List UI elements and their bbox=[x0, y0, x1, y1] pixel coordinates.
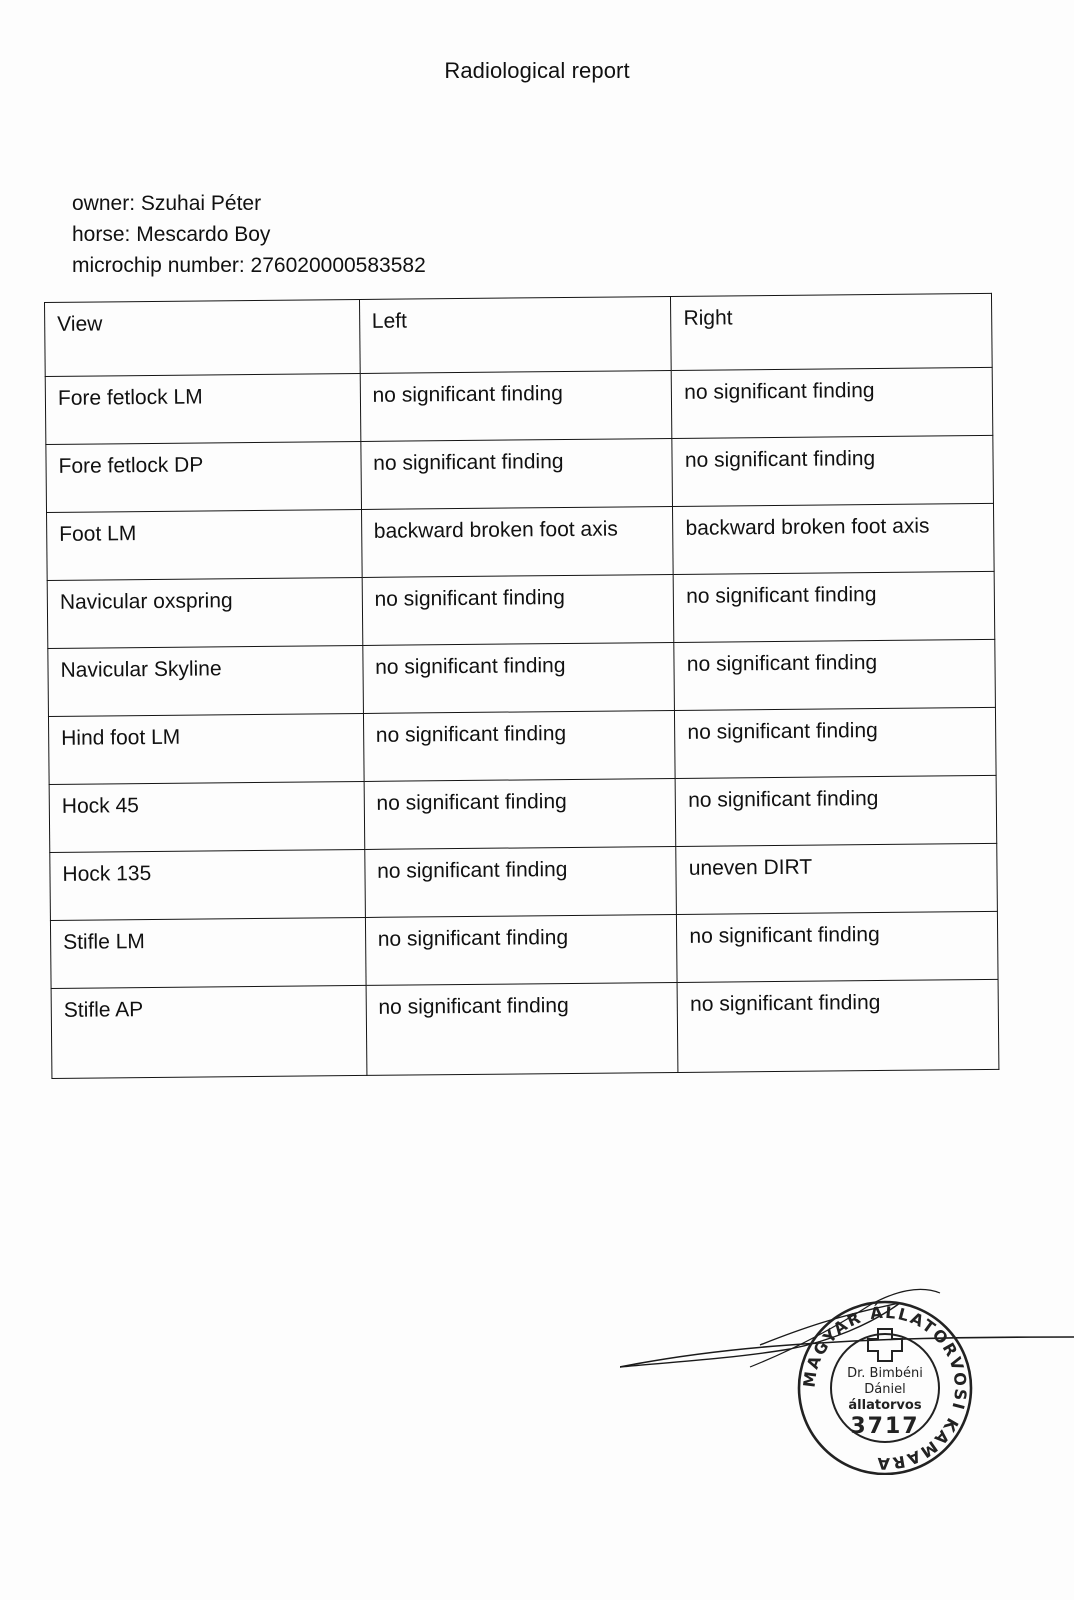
table-row bbox=[46, 435, 994, 512]
document-title: Radiological report bbox=[444, 58, 630, 83]
cell-right: no significant finding bbox=[672, 367, 993, 438]
microchip-line: microchip number: 276020000583582 bbox=[72, 254, 426, 277]
header-right: Right bbox=[671, 293, 992, 370]
cell-right: uneven DIRT bbox=[676, 843, 997, 914]
cell-right: no significant finding bbox=[674, 639, 995, 710]
horse-line: horse: Mescardo Boy bbox=[72, 223, 271, 246]
header-left: Left bbox=[359, 296, 671, 373]
cell-left: no significant finding bbox=[360, 370, 672, 441]
stamp-number: 3717 bbox=[850, 1414, 920, 1439]
cell-left: no significant finding bbox=[363, 710, 675, 781]
stamp-name: Dr. Bimbéni bbox=[847, 1366, 923, 1381]
cell-left: backward broken foot axis bbox=[361, 506, 673, 577]
cell-view: Navicular Skyline bbox=[48, 645, 363, 716]
table-row bbox=[50, 911, 998, 988]
table-row bbox=[51, 979, 999, 1078]
cell-right: no significant finding bbox=[675, 775, 996, 846]
cell-right: no significant finding bbox=[677, 979, 999, 1072]
cell-left: no significant finding bbox=[362, 642, 674, 713]
cell-left: no significant finding bbox=[361, 438, 673, 509]
table-header-row bbox=[45, 293, 993, 376]
cell-view: Hind foot LM bbox=[48, 713, 363, 784]
cell-view: Fore fetlock DP bbox=[46, 441, 361, 512]
horse-details bbox=[72, 188, 426, 281]
cell-view: Stifle AP bbox=[51, 985, 367, 1078]
owner-line: owner: Szuhai Péter bbox=[72, 192, 262, 215]
cell-view: Hock 135 bbox=[50, 849, 365, 920]
stamp-ring-text: MAGYAR ÁLLATORVOSI KAMARA bbox=[799, 1302, 971, 1474]
stamp-name-second: Dániel bbox=[864, 1382, 906, 1397]
cell-left: no significant finding bbox=[364, 778, 676, 849]
cell-left: no significant finding bbox=[365, 914, 677, 985]
table-row bbox=[48, 707, 996, 784]
cell-right: no significant finding bbox=[677, 911, 998, 982]
table-row bbox=[45, 367, 993, 444]
table-row bbox=[49, 775, 997, 852]
cell-view: Fore fetlock LM bbox=[45, 373, 360, 444]
cell-view: Hock 45 bbox=[49, 781, 364, 852]
header-view: View bbox=[45, 299, 360, 376]
cell-view: Foot LM bbox=[47, 509, 362, 580]
cell-left: no significant finding bbox=[366, 982, 679, 1075]
cell-view: Stifle LM bbox=[50, 917, 365, 988]
stamp-graphic bbox=[620, 1285, 1074, 1475]
stamp-role: állatorvos bbox=[848, 1398, 922, 1413]
cell-left: no significant finding bbox=[364, 846, 676, 917]
findings-table bbox=[44, 293, 999, 1079]
table-row bbox=[48, 639, 996, 716]
signature-stroke bbox=[620, 1337, 1074, 1367]
cell-view: Navicular oxspring bbox=[47, 577, 362, 648]
cell-right: no significant finding bbox=[673, 571, 994, 642]
table-row bbox=[47, 503, 995, 580]
cell-right: backward broken foot axis bbox=[673, 503, 994, 574]
cell-right: no significant finding bbox=[672, 435, 993, 506]
signature-and-stamp bbox=[620, 1285, 1074, 1475]
table-row bbox=[47, 571, 995, 648]
cell-right: no significant finding bbox=[675, 707, 996, 778]
table-row bbox=[50, 843, 998, 920]
cell-left: no significant finding bbox=[362, 574, 674, 645]
